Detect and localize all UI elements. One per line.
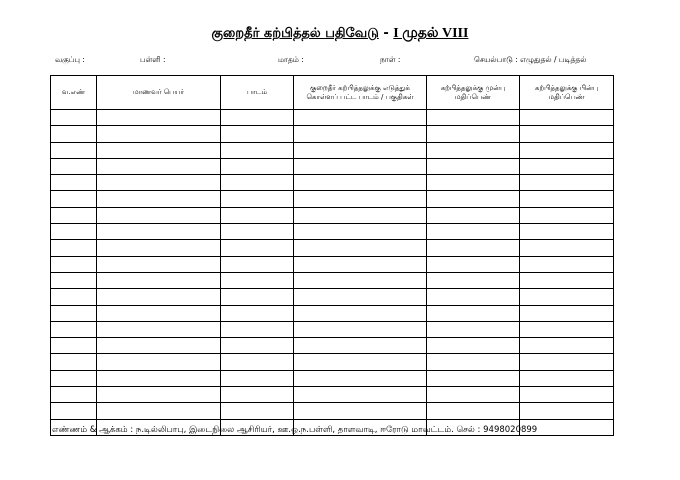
table-row bbox=[51, 191, 614, 207]
table-body bbox=[51, 110, 614, 436]
table-row bbox=[51, 207, 614, 223]
table-cell bbox=[294, 191, 427, 207]
table-row bbox=[51, 387, 614, 403]
table-cell bbox=[294, 110, 427, 126]
header-score-before: கற்பித்தலுக்கு முன்பு மதிப்பெண் bbox=[427, 76, 520, 110]
table-row bbox=[51, 289, 614, 305]
table-cell bbox=[51, 110, 97, 126]
table-row bbox=[51, 354, 614, 370]
table-cell bbox=[520, 240, 614, 256]
table-cell bbox=[294, 240, 427, 256]
table-cell bbox=[51, 387, 97, 403]
title-range: I முதல் VIII bbox=[393, 26, 469, 41]
table-cell bbox=[51, 256, 97, 272]
table-cell bbox=[97, 158, 221, 174]
table-row bbox=[51, 403, 614, 419]
table-cell bbox=[520, 305, 614, 321]
table-cell bbox=[427, 387, 520, 403]
table-cell bbox=[51, 321, 97, 337]
table-cell bbox=[520, 158, 614, 174]
table-cell bbox=[294, 256, 427, 272]
table-cell bbox=[221, 191, 294, 207]
register-table bbox=[50, 75, 614, 436]
table-cell bbox=[294, 321, 427, 337]
table-cell bbox=[97, 370, 221, 386]
table-cell bbox=[97, 289, 221, 305]
table-cell bbox=[427, 370, 520, 386]
title-main: குறைதீர் கற்பித்தல் பதிவேடு bbox=[211, 26, 379, 41]
table-cell bbox=[51, 403, 97, 419]
page-title bbox=[0, 26, 680, 43]
table-cell bbox=[294, 126, 427, 142]
table-cell bbox=[97, 175, 221, 191]
table-cell bbox=[51, 289, 97, 305]
table-cell bbox=[427, 110, 520, 126]
table-cell bbox=[221, 305, 294, 321]
table-cell bbox=[520, 354, 614, 370]
table-cell bbox=[294, 354, 427, 370]
table-cell bbox=[520, 289, 614, 305]
table-cell bbox=[294, 224, 427, 240]
table-cell bbox=[97, 305, 221, 321]
table-row bbox=[51, 240, 614, 256]
table-row bbox=[51, 305, 614, 321]
table-cell bbox=[51, 354, 97, 370]
table-cell bbox=[221, 403, 294, 419]
table-cell bbox=[221, 158, 294, 174]
table-cell bbox=[294, 370, 427, 386]
table-cell bbox=[221, 240, 294, 256]
table-cell bbox=[51, 142, 97, 158]
table-cell bbox=[427, 207, 520, 223]
table-cell bbox=[427, 289, 520, 305]
table-cell bbox=[97, 256, 221, 272]
table-cell bbox=[51, 224, 97, 240]
table-cell bbox=[97, 191, 221, 207]
table-cell bbox=[427, 321, 520, 337]
table-row bbox=[51, 321, 614, 337]
table-cell bbox=[97, 110, 221, 126]
table-cell bbox=[51, 240, 97, 256]
table-cell bbox=[97, 142, 221, 158]
table-row bbox=[51, 370, 614, 386]
table-cell bbox=[294, 403, 427, 419]
table-cell bbox=[97, 207, 221, 223]
table-cell bbox=[294, 305, 427, 321]
table-cell bbox=[520, 338, 614, 354]
table-cell bbox=[427, 305, 520, 321]
table-cell bbox=[427, 240, 520, 256]
table-cell bbox=[520, 142, 614, 158]
table-header-row bbox=[51, 76, 614, 110]
table-cell bbox=[294, 289, 427, 305]
table-cell bbox=[427, 354, 520, 370]
header-student-name: மாணவர் பெயர் bbox=[97, 76, 221, 110]
table-cell bbox=[520, 110, 614, 126]
table-cell bbox=[97, 126, 221, 142]
table-cell bbox=[520, 191, 614, 207]
table-cell bbox=[221, 224, 294, 240]
table-row bbox=[51, 256, 614, 272]
table-cell bbox=[294, 142, 427, 158]
table-cell bbox=[221, 354, 294, 370]
table-cell bbox=[51, 305, 97, 321]
header-serial-no: வ.எண் bbox=[51, 76, 97, 110]
table-cell bbox=[520, 272, 614, 288]
header-score-after: கற்பித்தலுக்கு பின்பு மதிப்பெண் bbox=[520, 76, 614, 110]
table-cell bbox=[97, 224, 221, 240]
table-cell bbox=[520, 175, 614, 191]
footer-credit: எண்ணம் & ஆக்கம் : ந.டில்லிபாபு, இடைநிலை ஆசிரியர், ஊ.ஒ.ந.பள்ளி, தாளவாடி, ஈரோடு மாவட்டம். செல் : 9498020899 bbox=[52, 425, 538, 435]
table-cell bbox=[294, 338, 427, 354]
table-cell bbox=[427, 256, 520, 272]
header-remedial-topic: குறைதீர் கற்பித்தலுக்கு எடுத்துக் கொள்ளப் பட்ட பாடம் / பகுதிகள் bbox=[294, 76, 427, 110]
table-cell bbox=[221, 126, 294, 142]
table-cell bbox=[427, 126, 520, 142]
table-cell bbox=[97, 272, 221, 288]
table-cell bbox=[51, 158, 97, 174]
table-cell bbox=[221, 289, 294, 305]
table-cell bbox=[221, 142, 294, 158]
table-cell bbox=[294, 175, 427, 191]
table-row bbox=[51, 175, 614, 191]
table-cell bbox=[427, 175, 520, 191]
table-row bbox=[51, 272, 614, 288]
table-row bbox=[51, 142, 614, 158]
table-cell bbox=[294, 387, 427, 403]
table-row bbox=[51, 224, 614, 240]
table-cell bbox=[520, 403, 614, 419]
table-cell bbox=[51, 175, 97, 191]
table-cell bbox=[520, 321, 614, 337]
table-cell bbox=[294, 272, 427, 288]
table-row bbox=[51, 338, 614, 354]
month-label: மாதம் : bbox=[278, 55, 304, 64]
table-cell bbox=[97, 387, 221, 403]
table-cell bbox=[221, 272, 294, 288]
table-cell bbox=[427, 224, 520, 240]
activity-label: செயல்பாடு : எழுதுதல் / படித்தல் bbox=[474, 55, 587, 64]
table-cell bbox=[221, 338, 294, 354]
table-cell bbox=[520, 126, 614, 142]
date-label: நாள் : bbox=[380, 55, 401, 64]
title-separator: - bbox=[378, 26, 394, 41]
table-cell bbox=[97, 240, 221, 256]
table-cell bbox=[221, 370, 294, 386]
table-cell bbox=[520, 224, 614, 240]
table-cell bbox=[427, 191, 520, 207]
table-cell bbox=[427, 338, 520, 354]
table-cell bbox=[294, 158, 427, 174]
table-cell bbox=[221, 175, 294, 191]
header-subject: பாடம் bbox=[221, 76, 294, 110]
table-cell bbox=[294, 207, 427, 223]
table-cell bbox=[520, 387, 614, 403]
table-cell bbox=[427, 158, 520, 174]
table-cell bbox=[427, 142, 520, 158]
table-cell bbox=[97, 338, 221, 354]
table-cell bbox=[51, 272, 97, 288]
table-cell bbox=[51, 207, 97, 223]
table-cell bbox=[221, 110, 294, 126]
table-cell bbox=[520, 256, 614, 272]
table-cell bbox=[97, 403, 221, 419]
class-label: வகுப்பு : bbox=[55, 55, 85, 64]
table-cell bbox=[51, 191, 97, 207]
table-row bbox=[51, 158, 614, 174]
table-row bbox=[51, 126, 614, 142]
table-cell bbox=[221, 207, 294, 223]
table-cell bbox=[51, 370, 97, 386]
table-cell bbox=[520, 370, 614, 386]
table-cell bbox=[221, 387, 294, 403]
table-cell bbox=[97, 321, 221, 337]
table-cell bbox=[520, 207, 614, 223]
table-cell bbox=[97, 354, 221, 370]
table-cell bbox=[51, 126, 97, 142]
table-cell bbox=[51, 338, 97, 354]
table-row bbox=[51, 110, 614, 126]
table-cell bbox=[427, 272, 520, 288]
table-cell bbox=[221, 256, 294, 272]
school-label: பள்ளி : bbox=[140, 55, 166, 64]
table-cell bbox=[427, 403, 520, 419]
table-cell bbox=[221, 321, 294, 337]
